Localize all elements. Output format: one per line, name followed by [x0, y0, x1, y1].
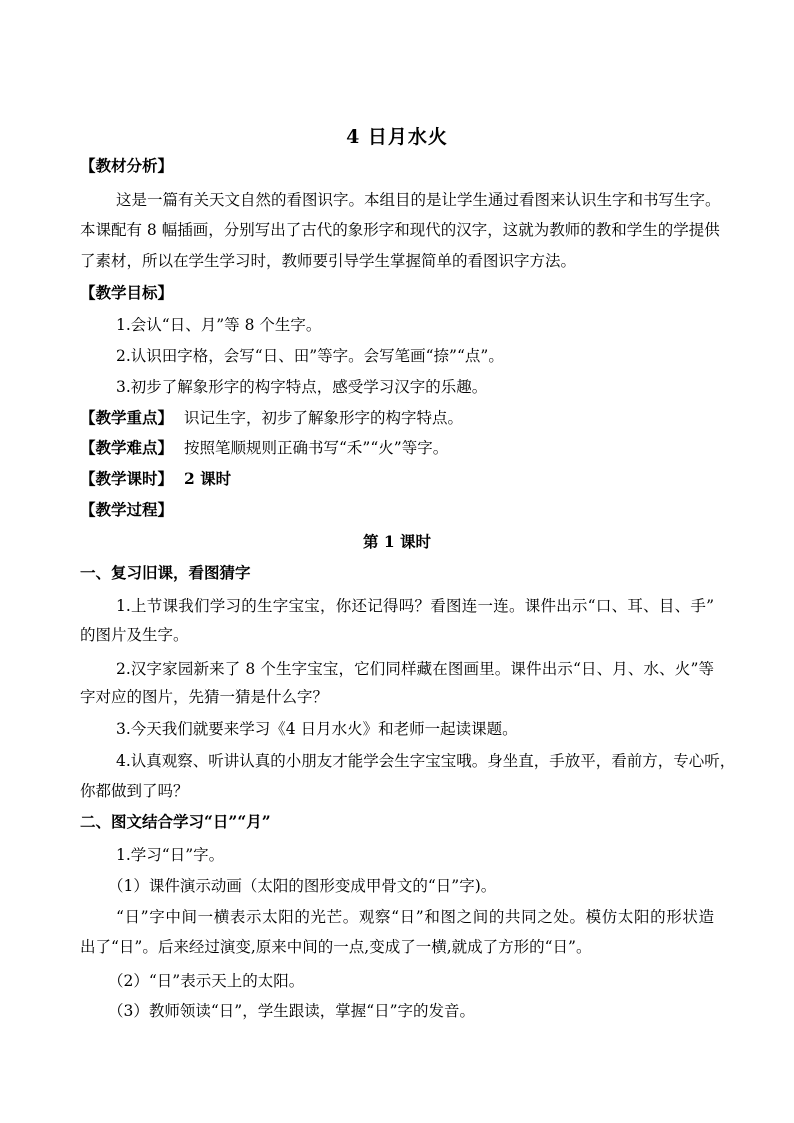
- section-1-line-7: 你都做到了吗？: [80, 782, 189, 800]
- difficulty-label: 【教学难点】: [80, 438, 174, 457]
- section-2-line-3: “日”字中间一横表示太阳的光芒。观察“日”和图之间的共同之处。模仿太阳的形状造: [116, 908, 714, 926]
- analysis-heading: 【教材分析】: [80, 156, 174, 175]
- goal-item-3: 3.初步了解象形字的构字特点，感受学习汉字的乐趣。: [116, 378, 488, 396]
- lesson-1-title: 第 1 课时: [362, 532, 432, 551]
- hours-text: 2 课时: [184, 469, 232, 488]
- section-1-line-2: 的图片及生字。: [80, 626, 189, 644]
- goals-heading: 【教学目标】: [80, 283, 174, 302]
- goal-item-1: 1.会认“日、月”等 8 个生字。: [116, 316, 322, 334]
- section-2-line-1: 1.学习“日”字。: [116, 846, 225, 864]
- section-1-line-1: 1.上节课我们学习的生字宝宝，你还记得吗？看图连一连。课件出示“口、耳、目、手”: [116, 597, 714, 615]
- goal-item-2: 2.认识田字格，会写“日、田”等字。会写笔画“捺”“点”。: [116, 347, 504, 365]
- analysis-line-1: 这是一篇有关天文自然的看图识字。本组目的是让学生通过看图来认识生字和书写生字。: [116, 191, 721, 209]
- difficulty-text: 按照笔顺规则正确书写“禾”“火”等字。: [184, 439, 449, 457]
- hours-label: 【教学课时】: [80, 469, 174, 488]
- key-point-text: 识记生字，初步了解象形字的构字特点。: [184, 409, 464, 427]
- key-point-label: 【教学重点】: [80, 408, 174, 427]
- section-2-line-5: （2）“日”表示天上的太阳。: [108, 972, 305, 990]
- analysis-line-3: 了素材，所以在学生学习时，教师要引导学生掌握简单的看图识字方法。: [80, 252, 577, 270]
- section-1-line-3: 2.汉字家园新来了 8 个生字宝宝，它们同样藏在图画里。课件出示“日、月、水、火”等: [116, 660, 714, 678]
- process-heading: 【教学过程】: [80, 500, 174, 519]
- section-2-line-2: （1）课件演示动画（太阳的图形变成甲骨文的“日”字)。: [108, 877, 497, 895]
- section-1-line-4: 字对应的图片，先猜一猜是什么字？: [80, 688, 329, 706]
- section-2-line-6: （3）教师领读“日”，学生跟读，掌握“日”字的发音。: [108, 1002, 476, 1020]
- document-title: 4 日月水火: [346, 126, 448, 148]
- section-2-heading: 二、图文结合学习“日”“月”: [80, 812, 271, 831]
- analysis-line-2: 本课配有 8 幅插画，分别写出了古代的象形字和现代的汉字，这就为教师的教和学生的学提供: [80, 221, 720, 239]
- section-1-line-6: 4.认真观察、听讲认真的小朋友才能学会生字宝宝哦。身坐直，手放平，看前方，专心听，: [116, 752, 736, 770]
- section-1-line-5: 3.今天我们就要来学习《4 日月水火》和老师一起读课题。: [116, 720, 518, 738]
- section-1-heading: 一、复习旧课，看图猜字: [80, 563, 251, 582]
- section-2-line-4: 出了“日”。后来经过演变,原来中间的一点,变成了一横,就成了方形的“日”。: [80, 938, 592, 956]
